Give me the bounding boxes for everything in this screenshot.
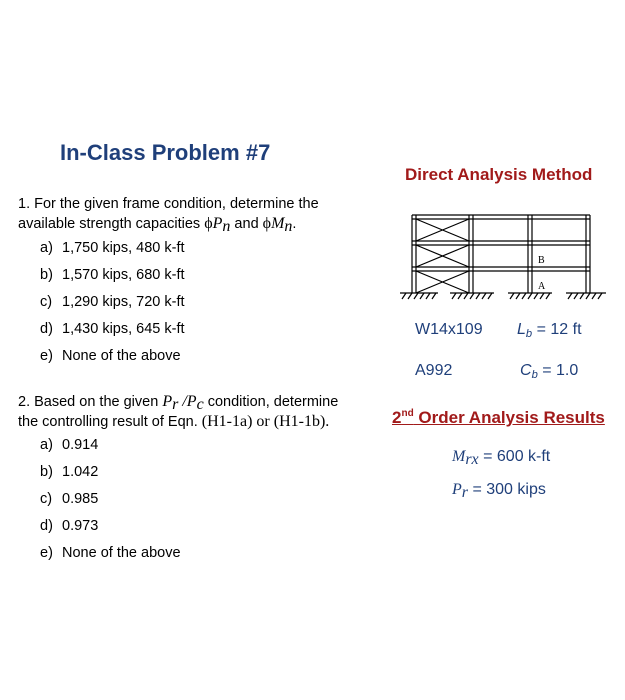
option-letter: e) xyxy=(40,348,53,364)
cb-symbol: C xyxy=(520,362,532,379)
p-symbol: P xyxy=(452,481,462,498)
option-letter: c) xyxy=(40,294,53,310)
question-1-text xyxy=(18,194,319,234)
pc-symbol: P xyxy=(186,393,197,410)
steel-grade: A992 xyxy=(415,362,453,379)
option-letter: d) xyxy=(40,321,53,337)
direct-analysis-method-title: Direct Analysis Method xyxy=(405,165,593,184)
option-letter: b) xyxy=(40,464,53,480)
question-2-line-1-text: 2. Based on the given xyxy=(18,394,163,410)
option-text: 0.914 xyxy=(62,437,99,453)
q1-option-e[interactable] xyxy=(40,348,181,364)
label-a: A xyxy=(538,281,546,292)
option-letter: c) xyxy=(40,491,53,507)
results-title-superscript: nd xyxy=(401,408,414,419)
axial-result xyxy=(452,481,546,499)
subscript-c: c xyxy=(196,396,204,413)
q1-option-c[interactable] xyxy=(40,294,185,310)
option-text: 1,290 kips, 720 k-ft xyxy=(62,294,185,310)
period: . xyxy=(292,216,297,232)
option-text: None of the above xyxy=(62,545,181,561)
q2-option-c[interactable] xyxy=(40,491,98,507)
q1-option-d[interactable] xyxy=(40,321,185,337)
equation-reference: (H1-1a) or (H1-1b). xyxy=(201,413,330,430)
q2-option-a[interactable] xyxy=(40,437,98,453)
section-label: W14x109 xyxy=(415,321,483,338)
option-text: 1,750 kips, 480 k-ft xyxy=(62,240,185,256)
unbraced-length xyxy=(517,321,582,339)
option-letter: a) xyxy=(40,240,53,256)
option-letter: a) xyxy=(40,437,53,453)
option-text: 0.973 xyxy=(62,518,99,534)
subscript-n: n xyxy=(222,218,231,235)
pr-symbol: P xyxy=(162,393,173,410)
option-letter: e) xyxy=(40,545,53,561)
frame-diagram xyxy=(398,205,608,305)
q2-option-e[interactable] xyxy=(40,545,181,561)
option-text: None of the above xyxy=(62,348,181,364)
q2-option-b[interactable] xyxy=(40,464,98,480)
p-subscript: r xyxy=(461,484,469,501)
option-text: 1,430 kips, 645 k-ft xyxy=(62,321,185,337)
q1-option-b[interactable] xyxy=(40,267,185,283)
question-2-line-1 xyxy=(18,392,338,412)
slash: / xyxy=(178,393,187,410)
lb-value: = 12 ft xyxy=(532,321,582,338)
question-2-line-2 xyxy=(18,412,338,432)
label-b: B xyxy=(538,255,545,266)
lb-subscript: b xyxy=(525,328,533,340)
option-text: 0.985 xyxy=(62,491,99,507)
page-title: In-Class Problem #7 xyxy=(60,140,271,165)
question-2-line-1-rest: condition, determine xyxy=(203,394,339,410)
question-2-line-2-text: the controlling result of Eqn. xyxy=(18,414,202,430)
option-letter: b) xyxy=(40,267,53,283)
q2-option-d[interactable] xyxy=(40,518,98,534)
lb-symbol: L xyxy=(517,321,526,338)
m-subscript: rx xyxy=(465,451,479,468)
cb-factor xyxy=(520,362,578,380)
p-symbol: P xyxy=(212,215,223,232)
cb-subscript: b xyxy=(531,369,538,381)
phi-symbol: ϕ xyxy=(204,215,213,232)
moment-result xyxy=(452,448,550,466)
question-1-line-2-text: available strength capacities xyxy=(18,216,205,232)
and-text: and xyxy=(230,216,263,232)
m-value: = 600 k-ft xyxy=(478,448,551,465)
question-2-text xyxy=(18,392,338,432)
phi-symbol-2: ϕ xyxy=(262,215,272,232)
results-title-text: Order Analysis Results xyxy=(413,408,605,427)
results-title xyxy=(392,408,605,428)
question-1-line-2 xyxy=(18,214,319,234)
m-symbol: M xyxy=(452,448,466,465)
option-text: 1,570 kips, 680 k-ft xyxy=(62,267,185,283)
subscript-r: r xyxy=(172,396,179,413)
m-symbol: M xyxy=(271,215,285,232)
subscript-n-2: n xyxy=(284,218,293,235)
option-letter: d) xyxy=(40,518,53,534)
question-1-line-1: 1. For the given frame condition, determine the xyxy=(18,196,319,212)
option-text: 1.042 xyxy=(62,464,99,480)
cb-value: = 1.0 xyxy=(537,362,579,379)
results-title-number: 2 xyxy=(392,408,402,427)
q1-option-a[interactable] xyxy=(40,240,185,256)
p-value: = 300 kips xyxy=(468,481,546,498)
